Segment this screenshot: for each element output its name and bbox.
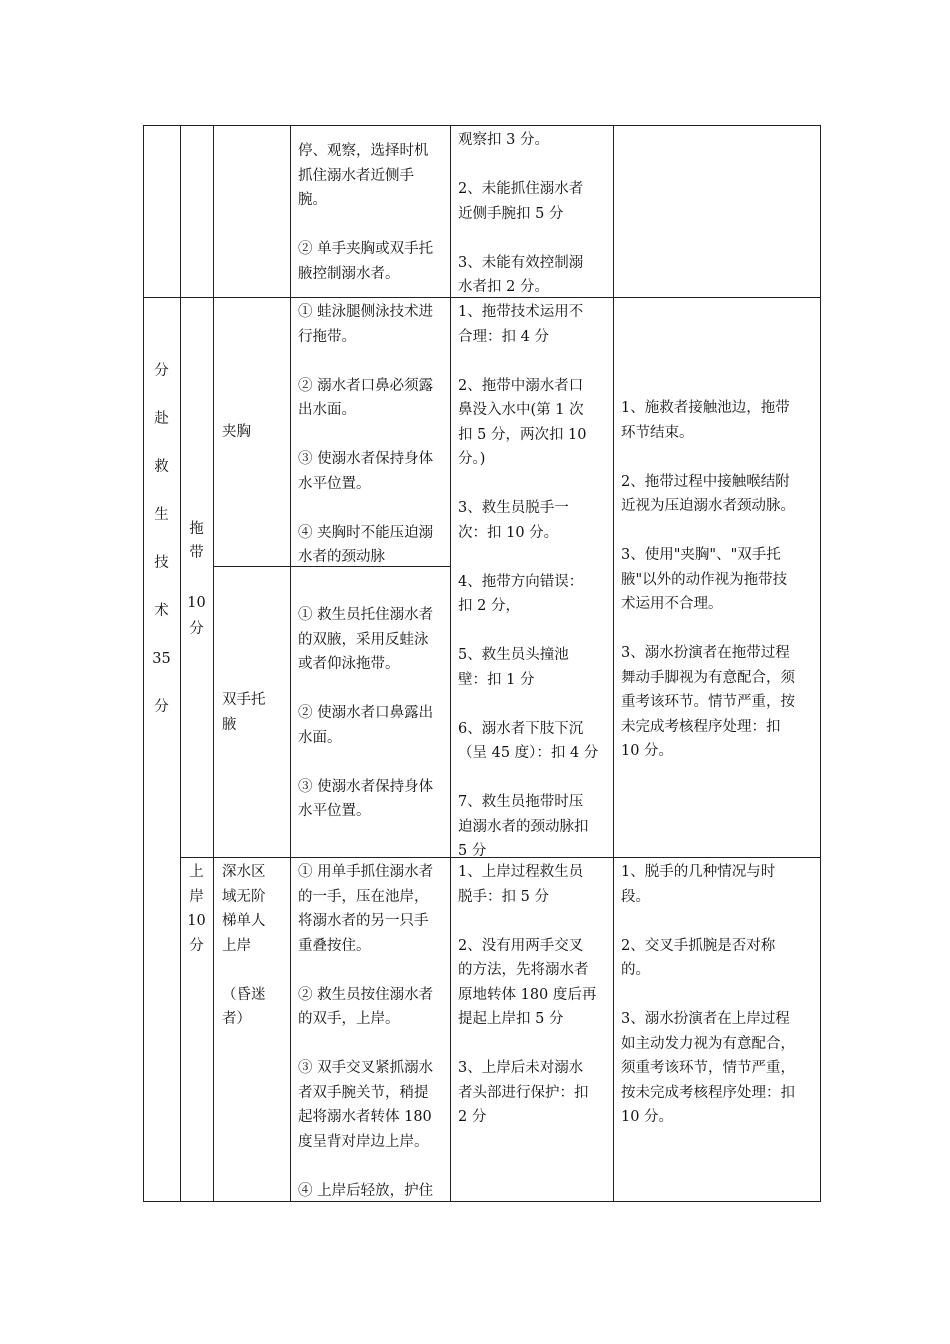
towing-chest-name: 夹胸 — [222, 424, 251, 440]
table-col-divider — [180, 125, 181, 1202]
landing-notes: 1、脱手的几种情况与时 段。 2、交叉手抓腕是否对称 的。 3、溺水扮演者在上岸过程 如主动发力视为有意配合， 须重考该环节，情节严重， 按未完成考核程序处理：扣 10 分。 — [621, 864, 795, 1125]
table-col-divider — [450, 125, 451, 1202]
landing-name: 深水区 域无阶 梯单人 上岸 （昏迷 者） — [222, 864, 266, 1027]
table-col-divider — [290, 125, 291, 1202]
table-border-bottom — [143, 1201, 821, 1202]
table-border-top — [143, 125, 821, 126]
towing-chest-method: ① 蛙泳腿侧泳技术进 行拖带。 ② 溺水者口鼻必须露 出水面。 ③ 使溺水者保持身体 水平位置。 ④ 夹胸时不能压迫溺 水者的颈动脉 — [298, 304, 434, 565]
section-label: 分 赴 救 生 技 术 35 分 — [152, 363, 171, 715]
towing-deduction: 1、拖带技术运用不 合理：扣 4 分 2、拖带中溺水者口 鼻没入水中(第 1 次 扣 5 分，两次扣 10 分。) 3、救生员脱手一 次：扣 10 分。 4、拖带方向错误： 扣 2 分， 5、救生员头撞池 壁：扣 1 分 6、溺水者下肢下沉 （呈 45 度）：扣 4 分 7、救生员拖带时压 迫溺水者的颈动脉扣 5 分 — [458, 304, 599, 859]
towing-notes: 1、施救者接触池边，拖带 环节结束。 2、拖带过程中接触喉结附 近视为压迫溺水者颈动脉。 3、使用"夹胸"、"双手托 腋"以外的动作视为拖带技 术运用不合理。 3、溺水扮演者在拖带过程 舞动手脚视为有意配合，须 重考该环节。情节严重，按 未完成考核程序处理：扣 10 分。 — [621, 400, 795, 759]
towing-label: 拖 带 — [189, 521, 204, 561]
table-border-right — [820, 125, 821, 1202]
table-col-divider — [213, 125, 214, 1202]
towing-armpit-method: ① 救生员托住溺水者 的双腋，采用反蛙泳 或者仰泳拖带。 ② 使溺水者口鼻露出 水面。 ③ 使溺水者保持身体 水平位置。 — [298, 607, 434, 819]
towing-score: 10 分 — [187, 595, 206, 637]
table-col-divider — [613, 125, 614, 1202]
landing-deduction: 1、上岸过程救生员 脱手：扣 5 分 2、没有用两手交叉 的方法，先将溺水者 原地转体 180 度后再 提起上岸扣 5 分 3、上岸后未对溺水 者头部进行保护：扣 2 分 — [458, 864, 597, 1125]
landing-method: ① 用单手抓住溺水者 的一手，压在池岸， 将溺水者的另一只手 重叠按住。 ② 救生员按住溺水者 的双手，上岸。 ③ 双手交叉紧抓溺水 者双手腕关节，稍提 起将溺水者转体 180 度呈背对岸边上岸。 ④ 上岸后轻放，护住 — [298, 864, 434, 1199]
top-row-method: 停、观察，选择时机 抓住溺水者近侧手 腕。 ② 单手夹胸或双手托 腋控制溺水者。 — [298, 143, 434, 282]
top-row-deduction: 观察扣 3 分。 2、未能抓住溺水者 近侧手腕扣 5 分 3、未能有效控制溺 水者扣 2 分。 — [458, 132, 584, 295]
landing-label: 上 岸 10 分 — [187, 864, 206, 954]
towing-armpit-name: 双手托 腋 — [222, 692, 266, 733]
